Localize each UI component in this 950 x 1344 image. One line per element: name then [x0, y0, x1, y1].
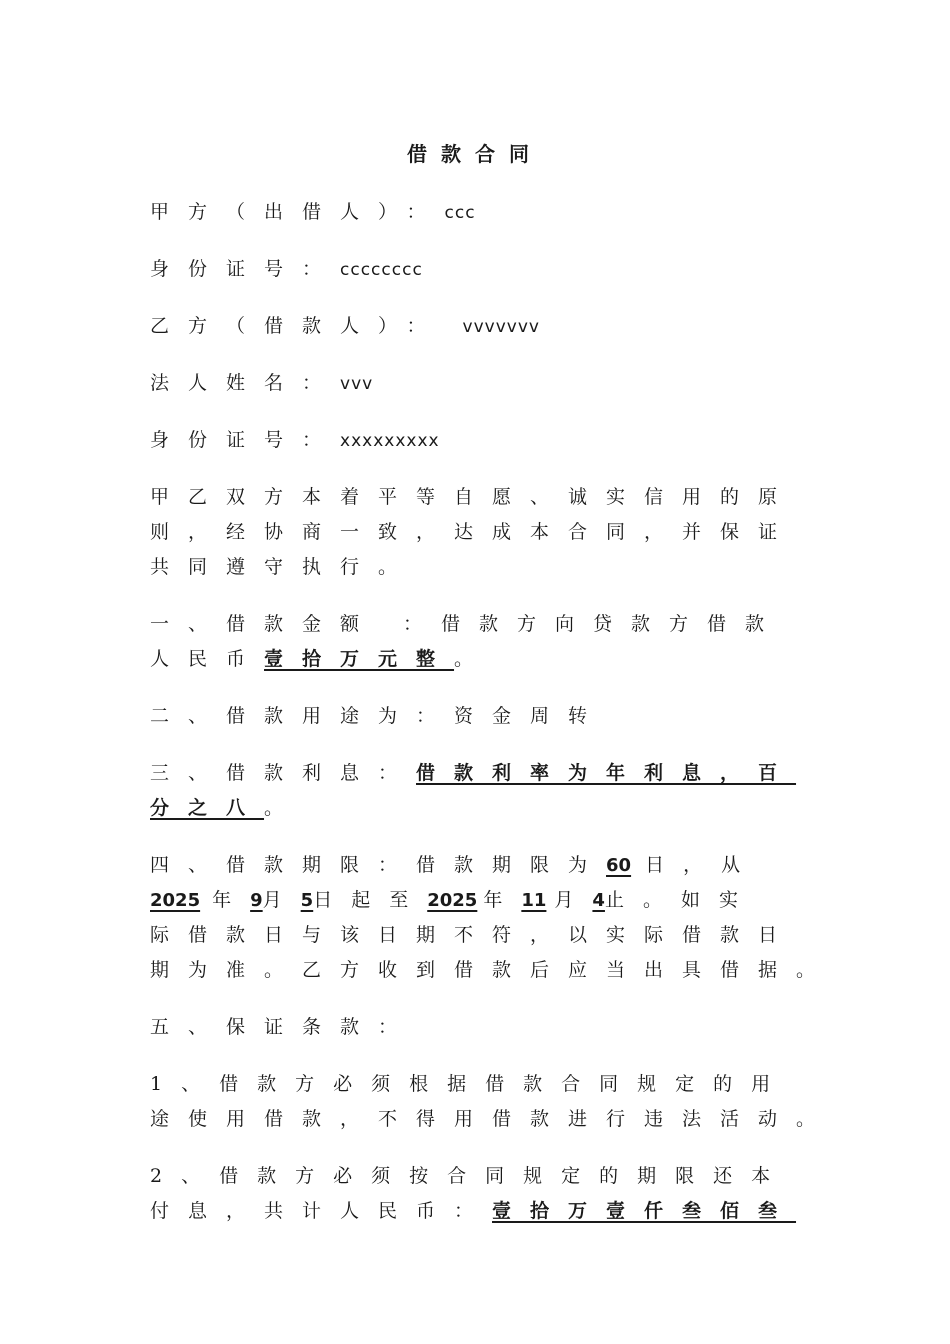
party-a-id-line: [150, 252, 423, 288]
clause-5-item-2-line-1: 2、借款方必须按合同规定的期限还本: [150, 1165, 790, 1187]
total-repayment-amount: 壹拾万壹仟叁佰叁: [492, 1200, 797, 1222]
clause-2-label: 二、借款用途为：: [150, 705, 455, 727]
clause-4-line-1-suffix: 日，从: [645, 854, 760, 876]
clause-4-line-1: [150, 848, 759, 883]
party-b-id-line: [150, 423, 440, 459]
start-month: 9: [250, 890, 263, 911]
clause-4-line-2: [150, 883, 757, 918]
clause-4-prefix: 四、借款期限：借款期限为: [150, 854, 607, 876]
clause-5-item-1-line-1: 1、借款方必须根据借款合同规定的用: [150, 1073, 790, 1095]
party-b-value: vvvvvvv: [462, 317, 540, 337]
clause-3-label: 三、借款利息：: [150, 762, 417, 784]
interest-rate-part-2: 分之八: [150, 797, 265, 819]
party-b-id-label: 身份证号：: [150, 429, 341, 451]
end-year: 2025: [427, 890, 478, 911]
end-month: 11: [521, 890, 547, 911]
clause-5-heading: 五、保证条款：: [150, 1016, 417, 1038]
preamble-line-1: 甲乙双方本着平等自愿、诚实信用的原: [150, 486, 797, 508]
end-day: 4: [592, 890, 605, 911]
end-year-label: 年: [483, 889, 522, 911]
party-b-id-value: xxxxxxxxx: [340, 431, 440, 451]
party-a-value: ccc: [444, 203, 476, 223]
clause-1-suffix: 。: [454, 648, 493, 670]
party-b-line: [150, 309, 540, 345]
legal-person-value: vvv: [340, 374, 374, 394]
loan-amount: 壹拾万元整: [264, 648, 455, 670]
preamble-line-3: 共同遵守执行。: [150, 556, 417, 578]
document-title: 借款合同: [407, 142, 543, 166]
party-b-label: 乙方（借款人）：: [150, 315, 445, 337]
party-a-id-value: cccccccc: [340, 260, 423, 280]
start-year-label: 年: [212, 889, 251, 911]
clause-5-item-2-prefix: 付息，共计人民币：: [150, 1200, 493, 1222]
clause-4-line-4: 期为准。乙方收到借款后应当出具借据。: [150, 959, 835, 981]
start-month-label: 月: [262, 889, 301, 911]
start-day-label: 日起至: [313, 889, 428, 911]
clause-1-line-1: 一、借款金额 ：借款方向贷款方借款: [150, 613, 784, 635]
interest-rate-part-1: 借款利率为年利息，百: [416, 762, 797, 784]
legal-person-line: [150, 366, 373, 402]
start-year: 2025: [150, 890, 201, 911]
end-month-label: 月: [554, 889, 593, 911]
clause-3-line-1: [150, 756, 796, 791]
loan-purpose: 资金周转: [454, 705, 607, 727]
legal-person-label: 法人姓名：: [150, 372, 341, 394]
clause-3-suffix: 。: [264, 797, 303, 819]
clause-4-line-3: 际借款日与该日期不符，以实际借款日: [150, 924, 797, 946]
clause-3-line-2: [150, 791, 302, 826]
clause-5-item-1-line-2: 途使用借款，不得用借款进行违法活动。: [150, 1108, 835, 1130]
clause-1-line-2: [150, 642, 492, 677]
party-a-label: 甲方（出借人）：: [150, 201, 445, 223]
clause-1-prefix: 人民币: [150, 648, 265, 670]
preamble-line-2: 则，经协商一致，达成本合同，并保证: [150, 521, 797, 543]
loan-term-days: 60: [606, 855, 632, 876]
party-a-line: [150, 195, 476, 231]
clause-4-end-suffix: 止。如实: [604, 889, 757, 911]
party-a-id-label: 身份证号：: [150, 258, 341, 280]
start-day: 5: [300, 890, 314, 911]
clause-2-line: [150, 699, 606, 734]
clause-5-item-2-line-2: [150, 1194, 796, 1229]
